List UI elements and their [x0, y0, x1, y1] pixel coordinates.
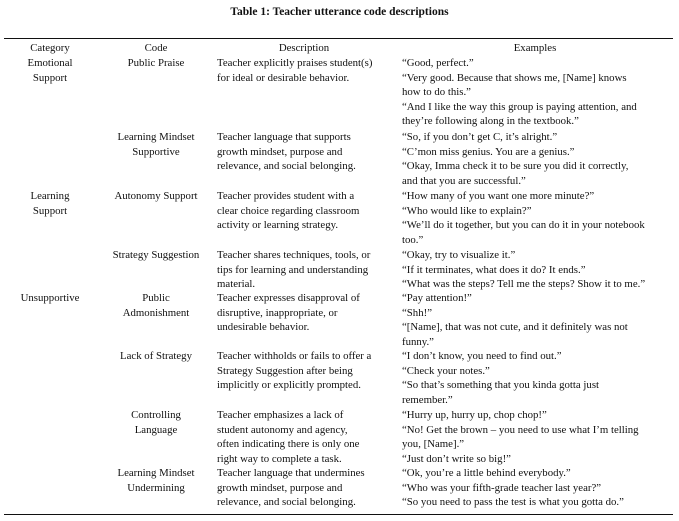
- code-line: Learning Mindset: [117, 131, 195, 143]
- example-line: “No! Get the brown – you need to use what I’m telling: [402, 423, 639, 436]
- description-line: growth mindset, purpose and: [217, 481, 343, 494]
- category-learning-support: [4, 189, 96, 218]
- example-line: too.”: [402, 233, 424, 246]
- example-line: “If it terminates, what does it do? It ends.”: [402, 263, 586, 276]
- row-description: [217, 248, 370, 292]
- description-line: Teacher withholds or fails to offer a: [217, 350, 372, 362]
- row-examples: [402, 130, 628, 188]
- header-examples: Examples: [513, 42, 557, 54]
- row-examples: [402, 408, 639, 466]
- row-description: [217, 408, 359, 466]
- row-examples: [402, 349, 599, 407]
- header-code: Code: [144, 42, 168, 54]
- category-line: Support: [32, 71, 68, 84]
- code-line: Learning Mindset: [117, 467, 195, 479]
- category-line: Support: [32, 204, 68, 217]
- example-line: “Pay attention!”: [402, 292, 472, 304]
- example-line: “Okay, try to visualize it.”: [402, 249, 516, 261]
- description-line: relevance, and social belonging.: [217, 496, 356, 509]
- description-line: Strategy Suggestion after being: [217, 364, 353, 377]
- description-line: Teacher language that undermines: [217, 467, 365, 479]
- code-line: Autonomy Support: [114, 190, 198, 202]
- row-examples: [402, 56, 637, 129]
- description-line: Teacher emphasizes a lack of: [217, 409, 344, 421]
- example-line: “Very good. Because that shows me, [Name] knows: [402, 71, 627, 84]
- description-line: material.: [217, 278, 256, 291]
- description-line: implicitly or explicitly prompted.: [217, 379, 361, 392]
- code-line: Public Praise: [127, 57, 185, 69]
- row-code: [104, 291, 208, 320]
- row-examples: [402, 291, 628, 349]
- code-line: Admonishment: [122, 306, 190, 319]
- example-line: “Okay, Imma check it to be sure you did it correctly,: [402, 160, 629, 173]
- table-caption: Table 1: Teacher utterance code descriptions: [230, 6, 449, 18]
- description-line: student autonomy and agency,: [217, 423, 348, 436]
- row-examples: [402, 466, 624, 510]
- header-description: Description: [278, 42, 330, 54]
- code-line: Supportive: [132, 145, 180, 158]
- category-line: Unsupportive: [20, 292, 80, 304]
- example-line: “Who would like to explain?”: [402, 204, 532, 217]
- description-line: Teacher language that supports: [217, 131, 351, 143]
- header-category: Category: [30, 42, 70, 54]
- example-line: “What was the steps? Tell me the steps? Show it to me.”: [402, 278, 646, 291]
- example-line: “Good, perfect.”: [402, 57, 474, 69]
- code-line: Lack of Strategy: [120, 350, 192, 362]
- description-line: tips for learning and understanding: [217, 263, 369, 276]
- description-line: undesirable behavior.: [217, 321, 310, 334]
- description-line: growth mindset, purpose and: [217, 145, 343, 158]
- row-description: [217, 130, 356, 174]
- row-code: [104, 189, 208, 204]
- description-line: clear choice regarding classroom: [217, 204, 360, 217]
- row-code: [104, 56, 208, 71]
- row-description: [217, 349, 371, 393]
- example-line: “And I like the way this group is paying attention, and: [402, 100, 637, 113]
- description-line: relevance, and social belonging.: [217, 160, 356, 173]
- top-rule: [4, 38, 673, 39]
- description-line: Teacher provides student with a: [217, 190, 355, 202]
- category-line: Learning: [30, 190, 70, 202]
- row-description: [217, 56, 372, 85]
- example-line: how to do this.”: [402, 86, 471, 99]
- example-line: “How many of you want one more minute?”: [402, 190, 595, 202]
- row-code: [104, 248, 208, 263]
- example-line: “Shh!”: [402, 306, 432, 319]
- example-line: “[Name], that was not cute, and it definitely was not: [402, 321, 628, 334]
- description-line: activity or learning strategy.: [217, 219, 339, 232]
- category-line: Emotional: [27, 57, 73, 69]
- example-line: and that you are successful.”: [402, 174, 526, 187]
- example-line: you, [Name].”: [402, 438, 465, 451]
- row-code: [104, 349, 208, 364]
- description-line: right way to complete a task.: [217, 452, 342, 465]
- example-line: “I don’t know, you need to find out.”: [402, 350, 562, 362]
- row-code: [104, 466, 208, 495]
- code-line: Public: [142, 292, 170, 304]
- example-line: “Hurry up, hurry up, chop chop!”: [402, 409, 547, 421]
- row-examples: [402, 248, 645, 292]
- row-description: [217, 466, 365, 510]
- bottom-rule: [4, 514, 673, 515]
- example-line: “So that’s something that you kinda gotta just: [402, 379, 600, 392]
- example-line: they’re following along in the textbook.”: [402, 115, 579, 128]
- code-line: Strategy Suggestion: [112, 249, 200, 261]
- example-line: funny.”: [402, 335, 434, 348]
- example-line: remember.”: [402, 393, 453, 406]
- row-description: [217, 189, 359, 233]
- category-emotional-support: [4, 56, 96, 85]
- description-line: disruptive, inappropriate, or: [217, 306, 338, 319]
- example-line: “So you need to pass the test is what you gotta do.”: [402, 496, 624, 509]
- row-code: [104, 408, 208, 437]
- code-line: Controlling: [131, 409, 181, 421]
- category-unsupportive: [4, 291, 96, 306]
- example-line: “We’ll do it together, but you can do it in your notebook: [402, 219, 645, 232]
- example-line: “C’mon miss genius. You are a genius.”: [402, 145, 575, 158]
- description-line: for ideal or desirable behavior.: [217, 71, 350, 84]
- code-line: Undermining: [127, 481, 185, 494]
- example-line: “Who was your fifth-grade teacher last year?”: [402, 481, 602, 494]
- description-line: Teacher explicitly praises student(s): [217, 57, 373, 69]
- row-code: [104, 130, 208, 159]
- description-line: Teacher shares techniques, tools, or: [217, 249, 371, 261]
- example-line: “Just don’t write so big!”: [402, 452, 511, 465]
- code-line: Language: [134, 423, 178, 436]
- row-examples: [402, 189, 645, 247]
- example-line: “Check your notes.”: [402, 364, 490, 377]
- description-line: Teacher expresses disapproval of: [217, 292, 360, 304]
- row-description: [217, 291, 360, 335]
- example-line: “So, if you don’t get C, it’s alright.”: [402, 131, 558, 143]
- example-line: “Ok, you’re a little behind everybody.”: [402, 467, 571, 479]
- description-line: often indicating there is only one: [217, 438, 360, 451]
